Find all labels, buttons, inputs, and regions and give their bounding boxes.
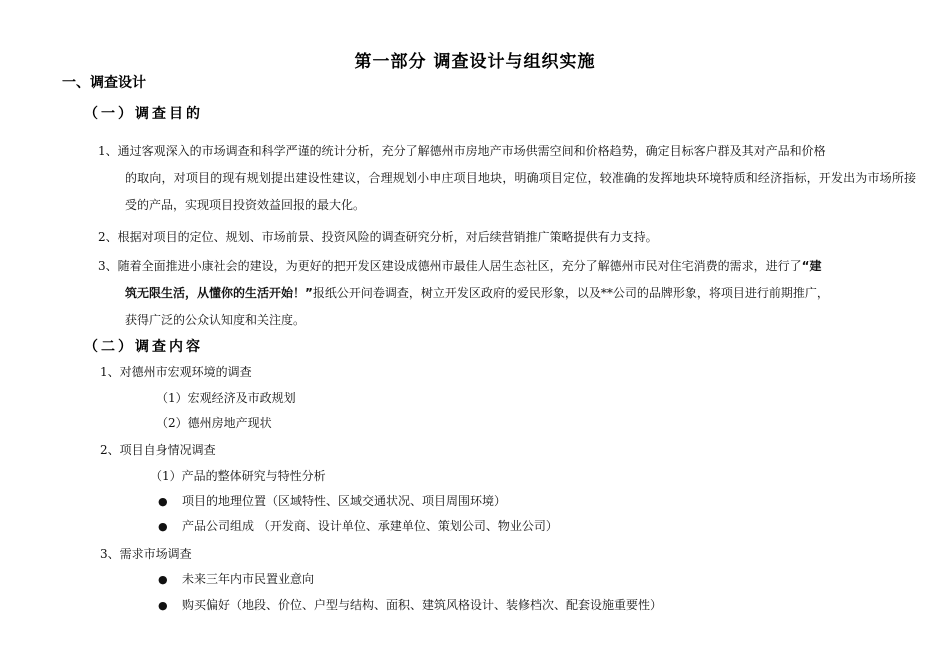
content-bullet-intention-text: 未来三年内市民置业意向: [182, 572, 315, 586]
purpose-paragraph-1: [98, 138, 916, 219]
subsection-heading-content: （二）调查内容: [84, 339, 203, 355]
purpose-paragraph-1-continuation: 的取向，对项目的现有规划提出建设性建议，合理规划小申庄项目地块，明确项目定位，较准确的发挥地块环境特质和经济指标，开发出为市场所接受的产品，实现项目投资效益回报的最大化。: [125, 171, 916, 212]
content-item-1: 1、对德州市宏观环境的调查: [100, 365, 252, 379]
content-bullet-company-text: 产品公司组成 （开发商、设计单位、承建单位、策划公司、物业公司）: [182, 519, 558, 533]
purpose-paragraph-3: [98, 253, 916, 334]
content-bullet-preference-text: 购买偏好（地段、价位、户型与结构、面积、建筑风格设计、装修档次、配套设施重要性）: [182, 598, 663, 612]
purpose-paragraph-3-third-line: 获得广泛的公众认知度和关注度。: [125, 313, 306, 327]
bullet-icon: ●: [158, 520, 168, 533]
content-item-3: 3、需求市场调查: [100, 547, 192, 561]
content-item-1-1: （1）宏观经济及市政规划: [156, 391, 296, 405]
purpose-paragraph-3-continuation: [98, 280, 916, 334]
bullet-icon: ●: [158, 495, 168, 508]
content-bullet-intention: [158, 569, 314, 590]
purpose-paragraph-2-text: 2、根据对项目的定位、规划、市场前景、投资风险的调查研究分析，对后续营销推广策略提供有力支持。: [98, 230, 658, 244]
content-bullet-location: [158, 491, 506, 512]
purpose-paragraph-3-second-line: 报纸公开问卷调查，树立开发区政府的爱民形象，以及**公司的品牌形象，将项目进行前期推广，: [312, 286, 829, 300]
subsection-heading-purpose: （一）调查目的: [84, 106, 203, 122]
content-item-2-1: （1）产品的整体研究与特性分析: [150, 469, 326, 483]
purpose-paragraph-1-first-line: 1、通过客观深入的市场调查和科学严谨的统计分析，充分了解德州市房地产市场供需空间和价格趋势，确定目标客户群及其对产品和价格: [98, 144, 826, 158]
bullet-icon: ●: [158, 573, 168, 586]
content-item-1-2: （2）德州房地产现状: [156, 416, 272, 430]
campaign-slogan-part-2: 筑无限生活，从懂你的生活开始！”: [125, 286, 313, 300]
content-bullet-preference: [158, 595, 662, 616]
bullet-icon: ●: [158, 599, 168, 612]
page-title: 第一部分 调查设计与组织实施: [354, 52, 596, 72]
content-item-2: 2、项目自身情况调查: [100, 443, 216, 457]
section-heading-survey-design: 一、调查设计: [62, 75, 146, 91]
content-bullet-location-text: 项目的地理位置（区域特性、区域交通状况、项目周围环境）: [182, 494, 507, 508]
content-bullet-company: [158, 516, 558, 537]
campaign-slogan-part-1: “建: [801, 259, 822, 273]
purpose-paragraph-2: [98, 224, 916, 251]
purpose-paragraph-3-first-line: 3、随着全面推进小康社会的建设，为更好的把开发区建设成德州市最佳人居生态社区，充分了解德州市民对住宅消费的需求，进行了: [98, 259, 802, 273]
